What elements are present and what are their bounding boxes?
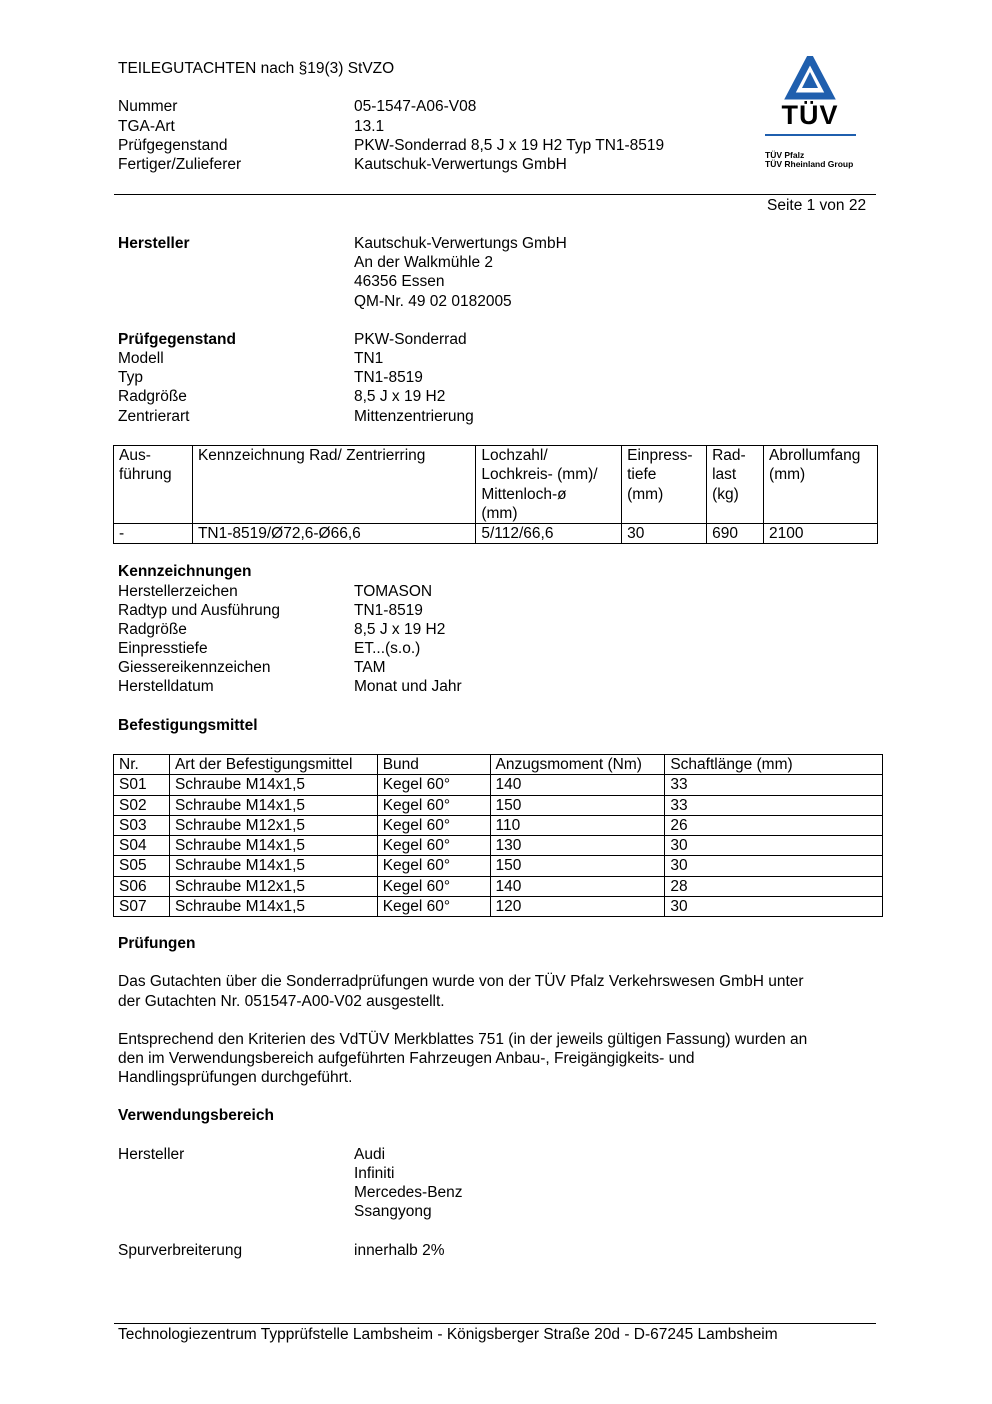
- markings-label: Herstelldatum: [118, 678, 214, 695]
- table-cell: Schraube M12x1,5: [169, 876, 377, 896]
- wheel-spec-table: [113, 445, 878, 544]
- footer-divider: [114, 1323, 876, 1324]
- table-cell: Schraube M12x1,5: [169, 815, 377, 835]
- tga-type-value: 13.1: [354, 118, 385, 135]
- markings-label: Herstellerzeichen: [118, 583, 238, 600]
- table-cell: 5/112/66,6: [476, 524, 622, 544]
- track-widening-label: Spurverbreiterung: [118, 1242, 243, 1259]
- table-cell: 150: [490, 856, 665, 876]
- centering-label: Zentrierart: [118, 408, 190, 425]
- table-cell: Kegel 60°: [377, 856, 490, 876]
- document-title: TEILEGUTACHTEN nach §19(3) StVZO: [118, 60, 395, 77]
- tga-type-label: TGA-Art: [118, 118, 175, 135]
- number-value: 05-1547-A06-V08: [354, 98, 477, 115]
- manufacturer-supplier-value: Kautschuk-Verwertungs GmbH: [354, 156, 567, 173]
- table-cell: 30: [622, 524, 707, 544]
- table-header-row: [114, 755, 883, 775]
- header-cell: Bund: [377, 755, 490, 775]
- header-cell: Anzugsmoment (Nm): [490, 755, 665, 775]
- table-cell: 30: [665, 897, 883, 917]
- footer-address: Technologiezentrum Typprüfstelle Lambsheim - Königsberger Straße 20d - D-67245 Lambsheim: [118, 1326, 778, 1343]
- scope-of-use-heading: Verwendungsbereich: [118, 1107, 274, 1124]
- tuv-pfalz-text: TÜV Pfalz: [765, 150, 805, 160]
- tuv-logo: [760, 56, 860, 174]
- wheel-size-value: 8,5 J x 19 H2: [354, 388, 446, 405]
- table-cell: Schraube M14x1,5: [169, 795, 377, 815]
- header-divider: [114, 194, 876, 195]
- fasteners-table: [113, 754, 883, 917]
- tests-paragraph-1-line-1: Das Gutachten über die Sonderradprüfungen wurde von der TÜV Pfalz Verkehrswesen GmbH unter: [118, 973, 804, 990]
- table-cell: Schraube M14x1,5: [169, 897, 377, 917]
- table-cell: 120: [490, 897, 665, 917]
- table-row: [114, 856, 883, 876]
- markings-value: Monat und Jahr: [354, 678, 462, 695]
- test-object-heading-value: PKW-Sonderrad: [354, 331, 467, 348]
- table-row: [114, 524, 878, 544]
- tests-paragraph-2-line-3: Handlingsprüfungen durchgeführt.: [118, 1069, 353, 1086]
- table-cell: Kegel 60°: [377, 775, 490, 795]
- markings-label: Einpresstiefe: [118, 640, 208, 657]
- table-cell: S04: [114, 836, 170, 856]
- tuv-logo-text: TÜV: [781, 100, 839, 130]
- header-cell-wheel-load: Rad- last (kg): [707, 446, 764, 524]
- header-cell-offset: Einpress- tiefe (mm): [622, 446, 707, 524]
- markings-value: TOMASON: [354, 583, 433, 600]
- type-label: Typ: [118, 369, 143, 386]
- header-cell: Schaftlänge (mm): [665, 755, 883, 775]
- markings-label: Radgröße: [118, 621, 187, 638]
- fasteners-heading: Befestigungsmittel: [118, 717, 258, 734]
- table-row: [114, 836, 883, 856]
- table-cell: 140: [490, 775, 665, 795]
- tests-paragraph-1-line-2: der Gutachten Nr. 051547-A00-V02 ausgestellt.: [118, 993, 445, 1010]
- table-row: [114, 775, 883, 795]
- table-cell: Kegel 60°: [377, 795, 490, 815]
- model-value: TN1: [354, 350, 384, 367]
- logo-divider: [765, 134, 856, 136]
- manufacturer-street: An der Walkmühle 2: [354, 254, 493, 271]
- test-object-heading: Prüfgegenstand: [118, 331, 236, 348]
- table-cell: Kegel 60°: [377, 876, 490, 896]
- page-number: Seite 1 von 22: [767, 197, 867, 214]
- header-cell: Nr.: [114, 755, 170, 775]
- table-row: [114, 815, 883, 835]
- table-cell: TN1-8519/Ø72,6-Ø66,6: [192, 524, 475, 544]
- table-cell: 690: [707, 524, 764, 544]
- table-cell: 130: [490, 836, 665, 856]
- table-cell: Schraube M14x1,5: [169, 856, 377, 876]
- manufacturer-name: Kautschuk-Verwertungs GmbH: [354, 235, 567, 252]
- table-cell: Kegel 60°: [377, 815, 490, 835]
- table-cell: Schraube M14x1,5: [169, 836, 377, 856]
- header-cell-marking: Kennzeichnung Rad/ Zentrierring: [192, 446, 475, 524]
- header-cell-bolt-pattern: Lochzahl/ Lochkreis- (mm)/ Mittenloch-ø (mm): [476, 446, 622, 524]
- table-cell: 33: [665, 775, 883, 795]
- table-cell: 30: [665, 836, 883, 856]
- centering-value: Mittenzentrierung: [354, 408, 474, 425]
- table-header-row: [114, 446, 878, 524]
- list-item: Infiniti: [354, 1165, 395, 1182]
- header-cell-version: Aus- führung: [114, 446, 193, 524]
- track-widening-value: innerhalb 2%: [354, 1242, 445, 1259]
- manufacturer-qm-number: QM-Nr. 49 02 0182005: [354, 293, 512, 310]
- vehicle-manufacturer-label: Hersteller: [118, 1146, 185, 1163]
- list-item: Mercedes-Benz: [354, 1184, 463, 1201]
- table-cell: S03: [114, 815, 170, 835]
- table-cell: 140: [490, 876, 665, 896]
- table-cell: 33: [665, 795, 883, 815]
- list-item: Audi: [354, 1146, 386, 1163]
- manufacturer-supplier-label: Fertiger/Zulieferer: [118, 156, 242, 173]
- markings-value: 8,5 J x 19 H2: [354, 621, 446, 638]
- test-object-label: Prüfgegenstand: [118, 137, 228, 154]
- tests-paragraph-2-line-1: Entsprechend den Kriterien des VdTÜV Merkblattes 751 (in der jeweils gültigen Fassung) wurden an: [118, 1031, 808, 1048]
- table-cell: S02: [114, 795, 170, 815]
- tests-paragraph-2-line-2: den im Verwendungsbereich aufgeführten Fahrzeugen Anbau-, Freigängigkeits- und: [118, 1050, 695, 1067]
- tuv-rheinland-text: TÜV Rheinland Group: [765, 159, 854, 169]
- tuv-triangle-icon: [760, 56, 860, 100]
- list-item: Ssangyong: [354, 1203, 432, 1220]
- markings-label: Giessereikennzeichen: [118, 659, 271, 676]
- table-cell: S01: [114, 775, 170, 795]
- test-object-value: PKW-Sonderrad 8,5 J x 19 H2 Typ TN1-8519: [354, 137, 665, 154]
- table-cell: -: [114, 524, 193, 544]
- table-cell: Kegel 60°: [377, 897, 490, 917]
- table-cell: S07: [114, 897, 170, 917]
- table-cell: 150: [490, 795, 665, 815]
- markings-value: ET...(s.o.): [354, 640, 421, 657]
- table-row: [114, 876, 883, 896]
- table-row: [114, 897, 883, 917]
- markings-value: TN1-8519: [354, 602, 423, 619]
- tests-heading: Prüfungen: [118, 935, 196, 952]
- table-cell: 26: [665, 815, 883, 835]
- header-cell-rolling-circumference: Abrollumfang (mm): [764, 446, 878, 524]
- table-cell: S05: [114, 856, 170, 876]
- markings-value: TAM: [354, 659, 386, 676]
- markings-label: Radtyp und Ausführung: [118, 602, 281, 619]
- table-cell: Schraube M14x1,5: [169, 775, 377, 795]
- table-cell: 28: [665, 876, 883, 896]
- table-cell: S06: [114, 876, 170, 896]
- manufacturer-city: 46356 Essen: [354, 273, 445, 290]
- table-cell: 30: [665, 856, 883, 876]
- wheel-size-label: Radgröße: [118, 388, 187, 405]
- type-value: TN1-8519: [354, 369, 423, 386]
- header-cell: Art der Befestigungsmittel: [169, 755, 377, 775]
- table-cell: Kegel 60°: [377, 836, 490, 856]
- markings-heading: Kennzeichnungen: [118, 563, 252, 580]
- table-cell: 2100: [764, 524, 878, 544]
- number-label: Nummer: [118, 98, 178, 115]
- manufacturer-heading: Hersteller: [118, 235, 190, 252]
- table-cell: 110: [490, 815, 665, 835]
- table-row: [114, 795, 883, 815]
- model-label: Modell: [118, 350, 164, 367]
